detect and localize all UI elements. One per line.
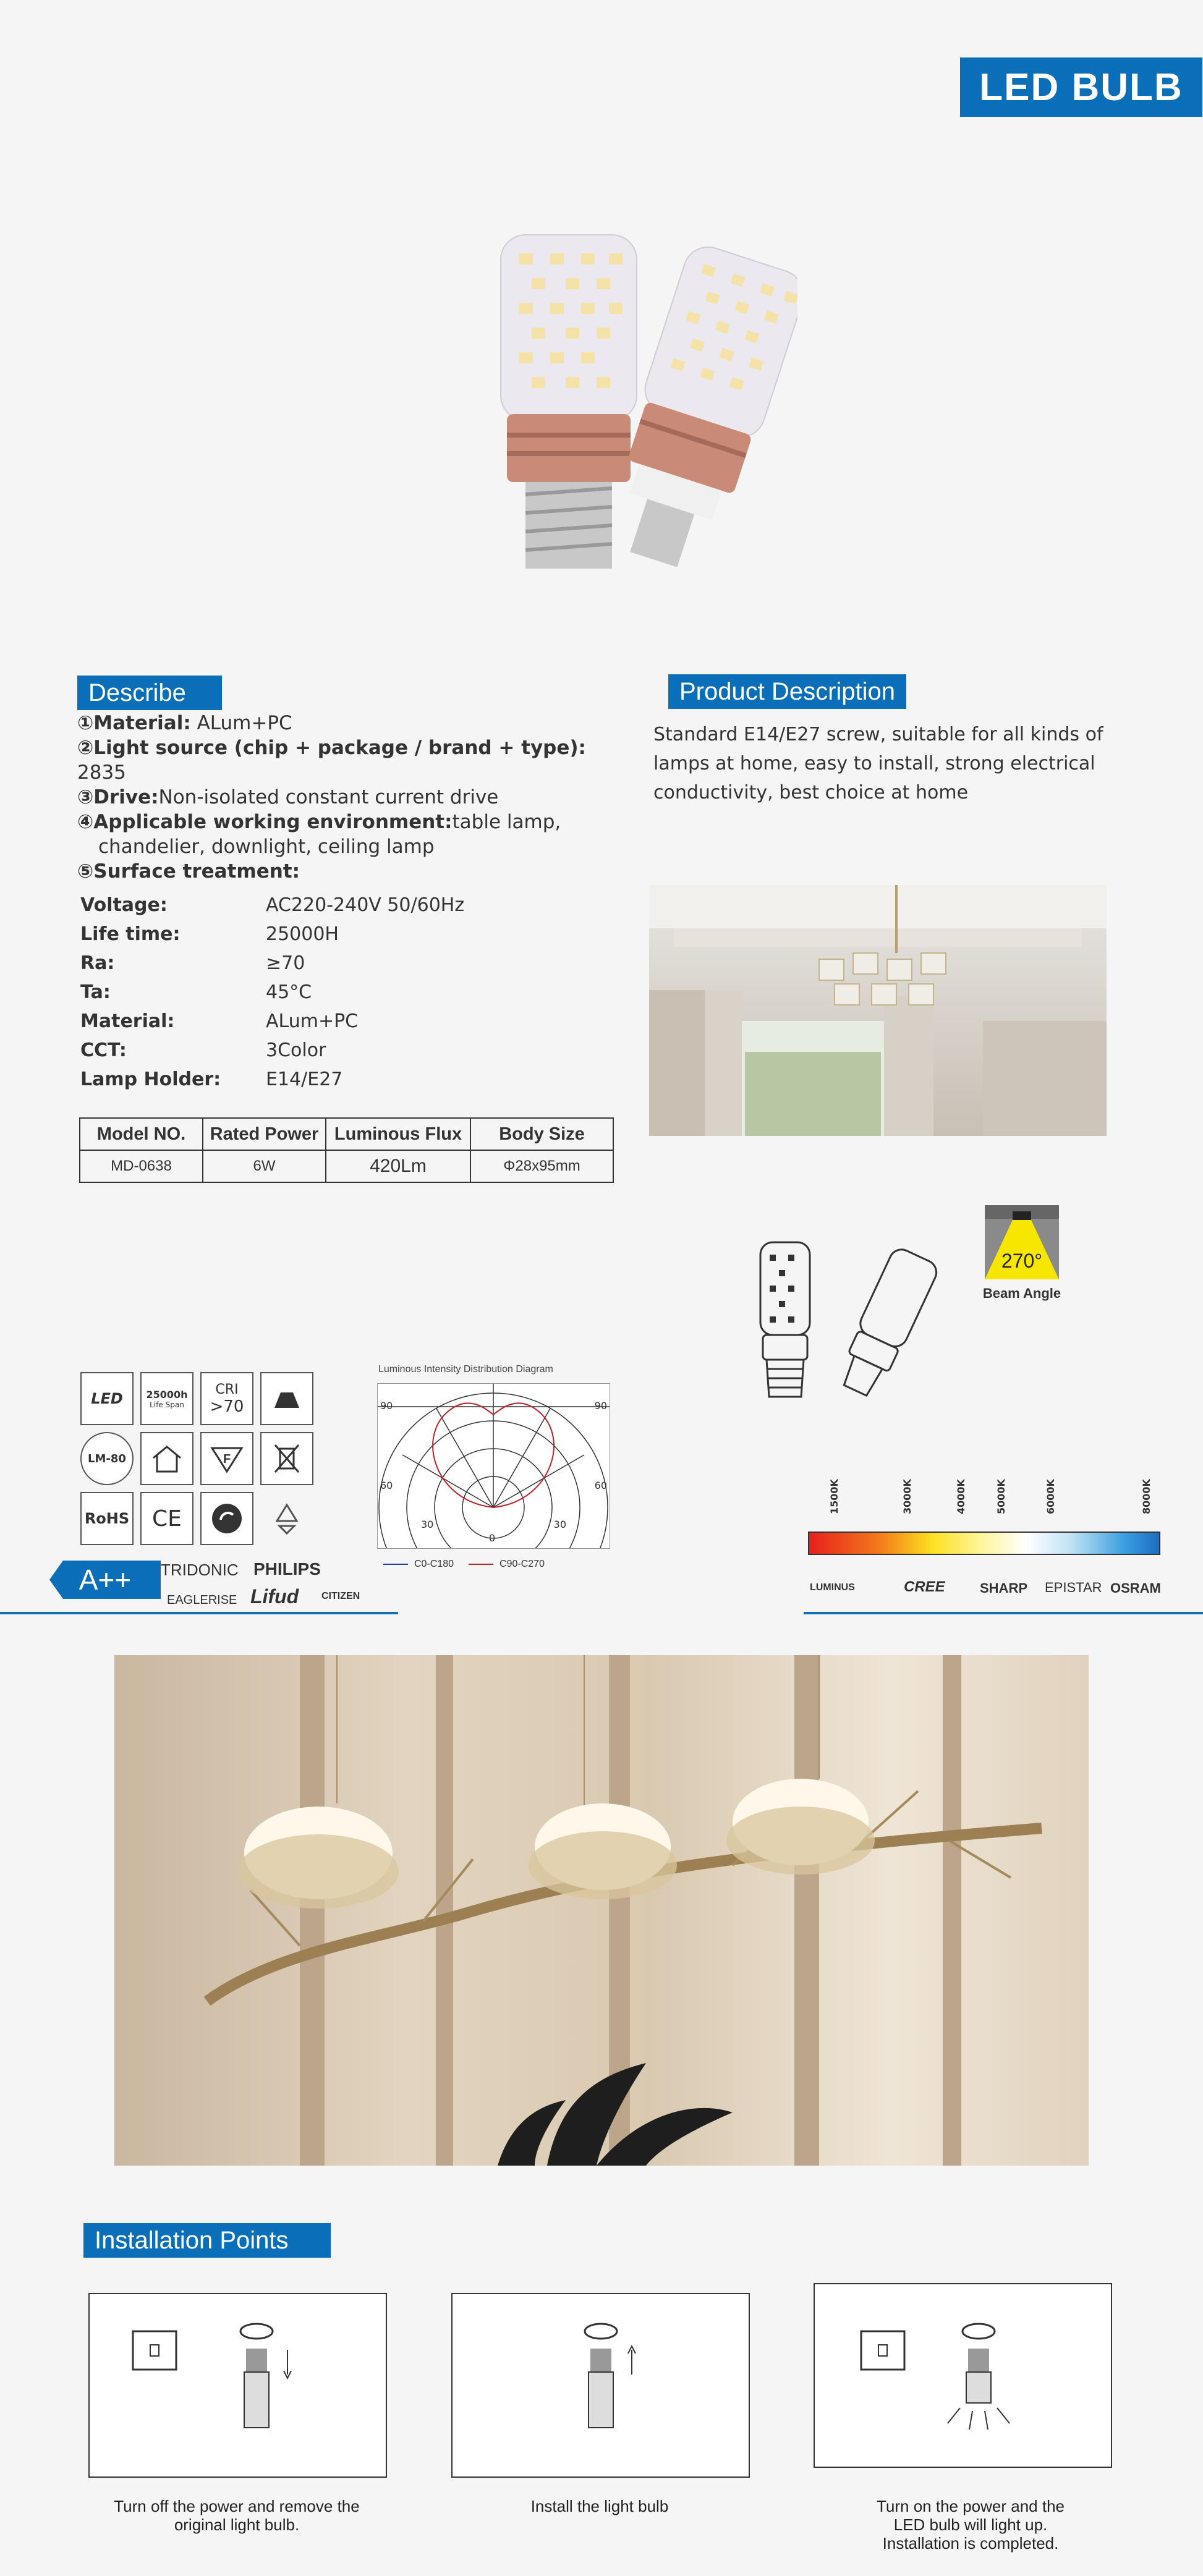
describe-label: Describe bbox=[77, 676, 222, 710]
describe-line-environment: ④Applicable working environment:table lamp, bbox=[77, 811, 561, 833]
install-step-2-box bbox=[451, 2293, 750, 2478]
table-cell: MD-0638 bbox=[80, 1150, 203, 1182]
diagram-label: 30 bbox=[553, 1519, 566, 1530]
diagram-legend bbox=[383, 1559, 545, 1570]
cri-value: >70 bbox=[210, 1397, 244, 1416]
describe-line-material: ①Material: ALum+PC bbox=[77, 712, 292, 734]
describe-line-light-source: ②Light source (chip + package / brand + type): 2835 bbox=[77, 737, 586, 784]
brand-eaglerise: EAGLERISE bbox=[167, 1593, 237, 1607]
table-row bbox=[80, 1150, 613, 1182]
weee-icon bbox=[260, 1432, 313, 1485]
brand-cree: CREE bbox=[904, 1578, 945, 1595]
table-cell: 420Lm bbox=[326, 1150, 470, 1182]
color-temp-tick: 1500K bbox=[828, 1479, 840, 1514]
product-description-text: Standard E14/E27 screw, suitable for all kinds of lamps at home, easy to install, strong electrical conductivity, best choice at home bbox=[653, 724, 1103, 803]
luminous-diagram-title: Luminous Intensity Distribution Diagram bbox=[378, 1364, 553, 1375]
luminous-diagram bbox=[377, 1383, 610, 1549]
param-row: Lamp Holder: E14/E27 bbox=[80, 1069, 343, 1090]
hero-bulbs-image bbox=[488, 229, 797, 600]
brand-philips: PHILIPS bbox=[253, 1559, 321, 1578]
model-table bbox=[79, 1117, 614, 1183]
color-temp-tick: 3000K bbox=[901, 1479, 913, 1514]
recycle-icon bbox=[260, 1492, 313, 1545]
life-span-icon bbox=[140, 1372, 193, 1425]
legend-label-c0: C0-C180 bbox=[414, 1559, 454, 1569]
lamp-icon bbox=[260, 1372, 313, 1425]
legend-swatch-red bbox=[469, 1564, 493, 1565]
diagram-label: 60 bbox=[380, 1480, 393, 1491]
brand-sharp: SHARP bbox=[980, 1580, 1028, 1596]
color-temp-bar bbox=[808, 1532, 1160, 1555]
beam-angle-value: 270° bbox=[1001, 1250, 1043, 1272]
table-header: Rated Power bbox=[203, 1118, 326, 1150]
svg-text:F: F bbox=[223, 1452, 231, 1466]
indoor-use-icon bbox=[140, 1432, 193, 1485]
color-temp-tick: 6000K bbox=[1045, 1479, 1056, 1514]
room-photo bbox=[649, 885, 1107, 1136]
product-description-label: Product Description bbox=[668, 674, 906, 709]
brand-luminus: LUMINUS bbox=[810, 1582, 855, 1593]
param-row: Life time: 25000H bbox=[80, 923, 339, 945]
legend-swatch-blue bbox=[383, 1564, 408, 1565]
page-title: LED BULB bbox=[960, 57, 1202, 117]
beam-angle-label: Beam Angle bbox=[982, 1286, 1061, 1301]
table-cell: 6W bbox=[203, 1150, 326, 1182]
chandelier-photo bbox=[114, 1655, 1089, 2166]
diagram-label: 90 bbox=[380, 1400, 393, 1412]
cert-icons-grid bbox=[80, 1372, 328, 1551]
color-temp-tick: 4000K bbox=[955, 1479, 967, 1514]
brand-citizen: CITIZEN bbox=[321, 1591, 360, 1601]
table-header: Model NO. bbox=[80, 1118, 203, 1150]
table-header: Luminous Flux bbox=[326, 1118, 470, 1150]
param-row: Voltage: AC220-240V 50/60Hz bbox=[80, 894, 465, 916]
color-temp-tick: 8000K bbox=[1141, 1479, 1152, 1514]
color-temp-ticks bbox=[804, 1479, 1175, 1533]
diagram-label: 0 bbox=[489, 1532, 496, 1544]
describe-list bbox=[77, 711, 634, 884]
table-header-row bbox=[80, 1118, 613, 1150]
bulb-line-drawing bbox=[754, 1236, 940, 1409]
life-span-label: Life Span bbox=[150, 1400, 184, 1409]
describe-line-surface: ⑤Surface treatment: bbox=[77, 860, 300, 883]
recycle-circle-icon bbox=[200, 1492, 253, 1545]
life-span-value: 25000h bbox=[146, 1388, 188, 1400]
install-step-3-caption: Turn on the power and the LED bulb will light up. Installation is completed. bbox=[876, 2497, 1065, 2553]
params-list bbox=[80, 894, 575, 1098]
param-row: Ra: ≥70 bbox=[80, 952, 305, 974]
describe-line-drive: ③Drive:Non-isolated constant current drive bbox=[77, 786, 499, 808]
install-step-1-box bbox=[88, 2293, 387, 2478]
diagram-label: 90 bbox=[594, 1400, 607, 1412]
table-cell: Φ28x95mm bbox=[470, 1150, 613, 1182]
energy-rating-badge bbox=[49, 1561, 161, 1599]
diagram-label: 60 bbox=[594, 1480, 607, 1491]
brand-epistar: EPISTAR bbox=[1045, 1580, 1102, 1595]
brand-lifud: Lifud bbox=[250, 1585, 299, 1608]
param-row: Ta: 45°C bbox=[80, 981, 312, 1003]
color-temp-tick: 5000K bbox=[995, 1479, 1007, 1514]
divider-right bbox=[804, 1612, 1203, 1614]
brand-tridonic: TRIDONIC bbox=[161, 1561, 239, 1579]
f-mark-icon bbox=[200, 1432, 253, 1485]
cri-label: CRI bbox=[215, 1381, 239, 1397]
param-row: CCT: 3Color bbox=[80, 1040, 326, 1061]
rohs-icon: RoHS bbox=[80, 1492, 134, 1545]
install-step-1-caption: Turn off the power and remove the original light bulb. bbox=[114, 2497, 360, 2534]
brand-osram: OSRAM bbox=[1110, 1580, 1161, 1596]
legend-label-c90: C90-C270 bbox=[499, 1559, 545, 1569]
cri-icon bbox=[200, 1372, 253, 1425]
install-step-3-box bbox=[814, 2283, 1112, 2468]
installation-label: Installation Points bbox=[83, 2223, 331, 2258]
table-header: Body Size bbox=[470, 1118, 613, 1150]
lm80-icon: LM-80 bbox=[80, 1432, 134, 1485]
ce-icon: CE bbox=[140, 1492, 193, 1545]
diagram-label: 30 bbox=[421, 1519, 434, 1530]
led-icon: LED bbox=[80, 1372, 134, 1425]
describe-line-environment-cont: chandelier, downlight, ceiling lamp bbox=[98, 836, 435, 858]
install-step-2-caption: Install the light bulb bbox=[530, 2497, 669, 2515]
param-row: Material: ALum+PC bbox=[80, 1010, 359, 1032]
energy-rating-value: A++ bbox=[79, 1564, 132, 1596]
beam-angle-icon bbox=[985, 1205, 1059, 1279]
divider-left bbox=[0, 1612, 398, 1614]
